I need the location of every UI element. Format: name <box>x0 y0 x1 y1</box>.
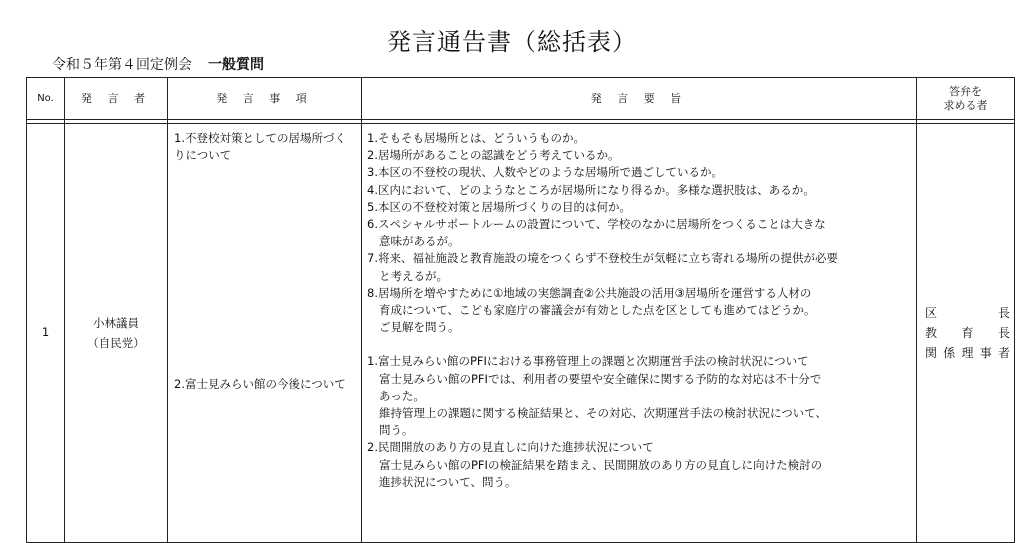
respondent-cell <box>917 124 1015 543</box>
notice-table <box>26 77 1015 543</box>
gist-line: 問う。 <box>379 423 414 438</box>
gist-line: 1.そもそも居場所とは、どういうものか。 <box>367 131 585 145</box>
gist-block <box>367 353 912 491</box>
gist-line: あった。 <box>379 388 425 403</box>
member-name: 小林議員 <box>93 316 139 330</box>
header-topics: 発 言 事 項 <box>168 78 362 120</box>
row-number: 1 <box>27 124 65 543</box>
header-respondent <box>917 78 1015 120</box>
header-member: 発 言 者 <box>65 78 168 120</box>
gist-line: 3.本区の不登校の現状、人数やどのような居場所で過ごしているか。 <box>367 165 723 180</box>
gist-line: 1.富士見みらい館のPFIにおける事務管理上の課題と次期運営手法の検討状況について <box>367 354 809 369</box>
gist-line: 富士見みらい館のPFIでは、利用者の要望や安全確保に関する予防的な対応は不十分で <box>379 371 822 386</box>
member-party: （自民党） <box>87 336 145 350</box>
gist-line: と考えるが。 <box>379 268 448 283</box>
header-row <box>27 78 1015 120</box>
header-respondent-line2: 求める者 <box>943 98 988 112</box>
respondent-mayor: 区 長 <box>925 306 1010 320</box>
member-cell <box>65 124 168 543</box>
gist-line: 育成について、こども家庭庁の審議会が有効とした点を区としても進めてはどうか。 <box>379 303 816 318</box>
gist-line: 進捗状況について、問う。 <box>379 474 517 489</box>
gist-line: 8.居場所を増やすために①地域の実態調査②公共施設の活用③居場所を運営する人材の <box>367 285 812 300</box>
document-title: 発言通告書（総括表） <box>387 28 637 56</box>
gist-block <box>367 130 912 336</box>
gist-line: 7.将来、福祉施設と教育施設の境をつくらず不登校生が気軽に立ち寄れる場所の提供が必要 <box>367 251 838 266</box>
respondent-officials: 関 係 理 事 者 <box>925 346 1010 360</box>
table-row <box>27 124 1015 543</box>
gist-line: 意味があるが。 <box>379 234 460 249</box>
gist-line: 2.民間開放のあり方の見直しに向けた進捗状況について <box>367 440 654 455</box>
topic-item: 2.富士見みらい館の今後について <box>174 377 346 392</box>
gist-line: 富士見みらい館のPFIの検証結果を踏まえ、民間開放のあり方の見直しに向けた検討の <box>379 457 823 472</box>
gist-line: ご見解を問う。 <box>379 320 460 335</box>
gist-line: 4.区内において、どのようなところが居場所になり得るか。多様な選択肢は、あるか。 <box>367 182 815 197</box>
topic-item: 1.不登校対策としての居場所づくりについて <box>174 131 346 163</box>
gist-line: 維持管理上の課題に関する検証結果と、その対応、次期運営手法の検討状況について、 <box>379 406 828 421</box>
header-respondent-line1: 答弁を <box>949 84 982 98</box>
gist-cell <box>362 124 917 543</box>
session-name: 令和５年第４回定例会 <box>52 57 192 73</box>
question-type: 一般質問 <box>208 57 264 73</box>
header-no: No. <box>27 78 65 120</box>
gist-line: 6.スペシャルサポートルームの設置について、学校のなかに居場所をつくることは大きな <box>367 217 826 232</box>
gist-line: 2.居場所があることの認識をどう考えているか。 <box>367 148 620 163</box>
topics-cell <box>168 124 362 543</box>
session-line <box>52 54 264 74</box>
gist-line: 5.本区の不登校対策と居場所づくりの目的は何か。 <box>367 199 631 214</box>
respondent-superintendent: 教 育 長 <box>925 326 1010 340</box>
header-gist: 発 言 要 旨 <box>362 78 917 120</box>
